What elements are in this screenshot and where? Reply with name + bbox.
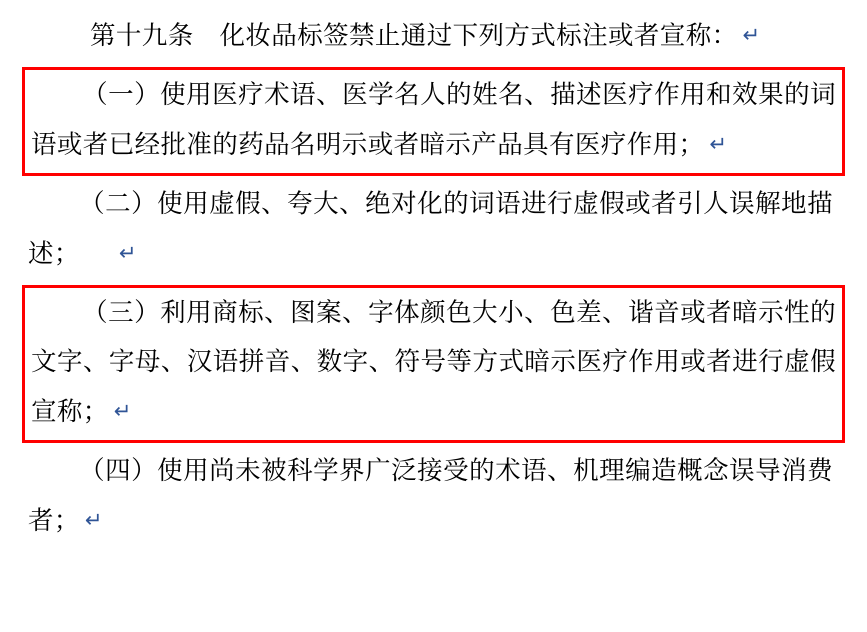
paragraph-mark-icon: ↵ (709, 133, 728, 156)
paragraph-mark-icon: ↵ (84, 509, 103, 532)
paragraph-mark-icon: ↵ (118, 242, 137, 265)
paragraph-text: 第十九条 化妆品标签禁止通过下列方式标注或者宣称： (90, 22, 738, 50)
paragraph-item-1-highlighted (22, 67, 845, 176)
paragraph-article-19-heading (30, 10, 845, 64)
paragraph-text: （三）利用商标、图案、字体颜色大小、色差、谐音或者暗示性的文字、字母、汉语拼音、数字、符号等方式暗示医疗作用或者进行虚假宣称； (31, 299, 836, 426)
paragraph-text: （四）使用尚未被科学界广泛接受的术语、机理编造概念误导消费者； (28, 457, 833, 535)
paragraph-text: （二）使用虚假、夸大、绝对化的词语进行虚假或者引人误解地描述； (28, 190, 833, 268)
paragraph-text: （一）使用医疗术语、医学名人的姓名、描述医疗作用和效果的词语或者已经批准的药品名明示或者暗示产品具有医疗作用； (31, 81, 836, 159)
paragraph-item-3-highlighted (22, 285, 845, 443)
paragraph-mark-icon: ↵ (742, 24, 761, 47)
paragraph-mark-icon: ↵ (113, 400, 132, 423)
paragraph-item-2 (22, 179, 845, 282)
paragraph-item-4 (22, 446, 845, 549)
